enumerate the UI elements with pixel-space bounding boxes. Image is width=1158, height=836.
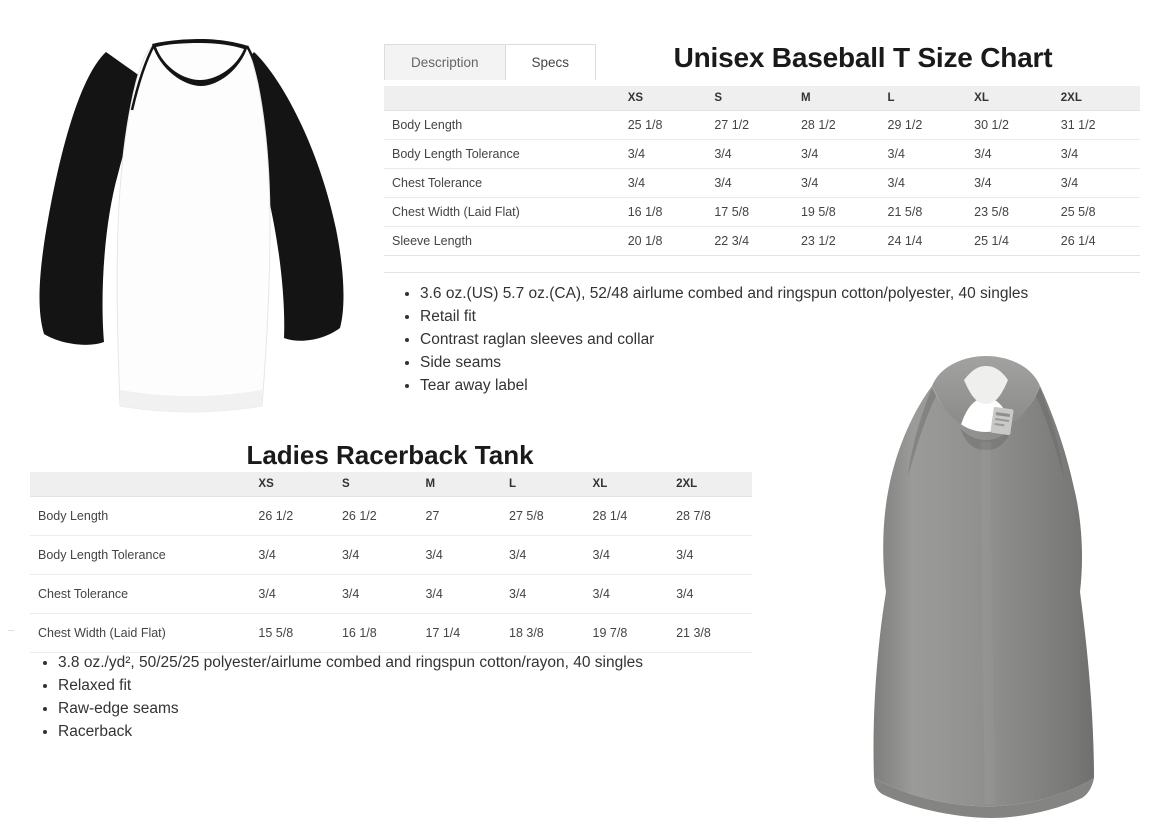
tab-bar[interactable] <box>384 44 596 80</box>
list-item: • Side seams <box>420 352 1120 374</box>
unisex-size-chart-title: Unisex Baseball T Size Chart <box>673 42 1053 73</box>
column-header-2xl: 2XL <box>1053 86 1140 111</box>
cell-value: 30 1/2 <box>966 111 1053 140</box>
cell-value: 3/4 <box>793 169 880 198</box>
cell-value: 3/4 <box>417 575 501 614</box>
row-label: Body Length Tolerance <box>30 536 250 575</box>
column-header-blank <box>30 472 250 497</box>
list-item: • Tear away label <box>420 375 1120 397</box>
cell-value: 3/4 <box>250 536 334 575</box>
column-header-s: S <box>706 86 793 111</box>
cell-value: 3/4 <box>1053 169 1140 198</box>
cell-value: 28 7/8 <box>668 497 752 536</box>
tab-specs[interactable]: Specs <box>505 44 597 80</box>
row-label: Chest Tolerance <box>384 169 620 198</box>
cell-value: 3/4 <box>334 536 418 575</box>
table-row <box>384 169 1140 198</box>
cell-value: 16 1/8 <box>620 198 707 227</box>
column-header-m: M <box>417 472 501 497</box>
cell-value: 3/4 <box>585 536 669 575</box>
cell-value: 3/4 <box>706 169 793 198</box>
list-item: • 3.8 oz./yd², 50/25/25 polyester/airlume combed and ringspun cotton/rayon, 40 singles <box>58 652 758 674</box>
list-item: • Retail fit <box>420 306 1120 328</box>
cell-value: 20 1/8 <box>620 227 707 256</box>
cell-value: 25 1/8 <box>620 111 707 140</box>
cell-value: 19 5/8 <box>793 198 880 227</box>
cell-value: 3/4 <box>966 169 1053 198</box>
cell-value: 3/4 <box>966 140 1053 169</box>
cell-value: 25 1/4 <box>966 227 1053 256</box>
cell-value: 3/4 <box>250 575 334 614</box>
table-row <box>30 614 752 653</box>
cell-value: 3/4 <box>880 169 967 198</box>
table-row <box>384 140 1140 169</box>
cell-value: 17 1/4 <box>417 614 501 653</box>
column-header-xs: XS <box>250 472 334 497</box>
cell-value: 23 1/2 <box>793 227 880 256</box>
cell-value: 3/4 <box>706 140 793 169</box>
unisex-size-table <box>384 86 1140 256</box>
cell-value: 3/4 <box>585 575 669 614</box>
list-item: • Relaxed fit <box>58 675 758 697</box>
cell-value: 23 5/8 <box>966 198 1053 227</box>
cell-value: 3/4 <box>668 575 752 614</box>
row-label: Sleeve Length <box>384 227 620 256</box>
table-row <box>30 497 752 536</box>
cell-value: 21 5/8 <box>880 198 967 227</box>
cell-value: 27 5/8 <box>501 497 585 536</box>
section-divider <box>384 272 1140 273</box>
ladies-size-table <box>30 472 752 653</box>
row-label: Chest Width (Laid Flat) <box>30 614 250 653</box>
cell-value: 3/4 <box>620 140 707 169</box>
cell-value: 25 5/8 <box>1053 198 1140 227</box>
cell-value: 3/4 <box>417 536 501 575</box>
cell-value: 3/4 <box>793 140 880 169</box>
list-item: • Racerback <box>58 721 758 743</box>
table-row <box>384 111 1140 140</box>
cell-value: 3/4 <box>334 575 418 614</box>
table-row <box>384 198 1140 227</box>
list-item: • Raw-edge seams <box>58 698 758 720</box>
row-label: Body Length <box>30 497 250 536</box>
edge-marker <box>8 630 14 631</box>
cell-value: 28 1/2 <box>793 111 880 140</box>
column-header-s: S <box>334 472 418 497</box>
row-label: Chest Tolerance <box>30 575 250 614</box>
cell-value: 17 5/8 <box>706 198 793 227</box>
cell-value: 27 1/2 <box>706 111 793 140</box>
cell-value: 16 1/8 <box>334 614 418 653</box>
cell-value: 22 3/4 <box>706 227 793 256</box>
cell-value: 28 1/4 <box>585 497 669 536</box>
tab-description[interactable]: Description <box>384 44 505 80</box>
cell-value: 26 1/4 <box>1053 227 1140 256</box>
table-header-row <box>30 472 752 497</box>
ladies-feature-list <box>22 652 758 744</box>
cell-value: 27 <box>417 497 501 536</box>
cell-value: 29 1/2 <box>880 111 967 140</box>
table-row <box>384 227 1140 256</box>
column-header-m: M <box>793 86 880 111</box>
row-label: Body Length Tolerance <box>384 140 620 169</box>
baseball-tee-image <box>18 14 368 414</box>
cell-value: 31 1/2 <box>1053 111 1140 140</box>
cell-value: 18 3/8 <box>501 614 585 653</box>
cell-value: 3/4 <box>620 169 707 198</box>
cell-value: 3/4 <box>668 536 752 575</box>
table-row <box>30 536 752 575</box>
cell-value: 21 3/8 <box>668 614 752 653</box>
cell-value: 3/4 <box>1053 140 1140 169</box>
column-header-xs: XS <box>620 86 707 111</box>
table-row <box>30 575 752 614</box>
column-header-l: L <box>880 86 967 111</box>
column-header-2xl: 2XL <box>668 472 752 497</box>
cell-value: 19 7/8 <box>585 614 669 653</box>
list-item: • Contrast raglan sleeves and collar <box>420 329 1120 351</box>
cell-value: 3/4 <box>880 140 967 169</box>
cell-value: 3/4 <box>501 536 585 575</box>
table-header-row <box>384 86 1140 111</box>
column-header-blank <box>384 86 620 111</box>
column-header-xl: XL <box>585 472 669 497</box>
cell-value: 3/4 <box>501 575 585 614</box>
cell-value: 26 1/2 <box>334 497 418 536</box>
cell-value: 24 1/4 <box>880 227 967 256</box>
row-label: Chest Width (Laid Flat) <box>384 198 620 227</box>
racerback-tank-image <box>836 352 1136 822</box>
column-header-xl: XL <box>966 86 1053 111</box>
cell-value: 15 5/8 <box>250 614 334 653</box>
ladies-size-chart-title: Ladies Racerback Tank <box>246 440 534 470</box>
list-item: • 3.6 oz.(US) 5.7 oz.(CA), 52/48 airlume combed and ringspun cotton/polyester, 40 singles <box>420 283 1120 305</box>
row-label: Body Length <box>384 111 620 140</box>
cell-value: 26 1/2 <box>250 497 334 536</box>
column-header-l: L <box>501 472 585 497</box>
